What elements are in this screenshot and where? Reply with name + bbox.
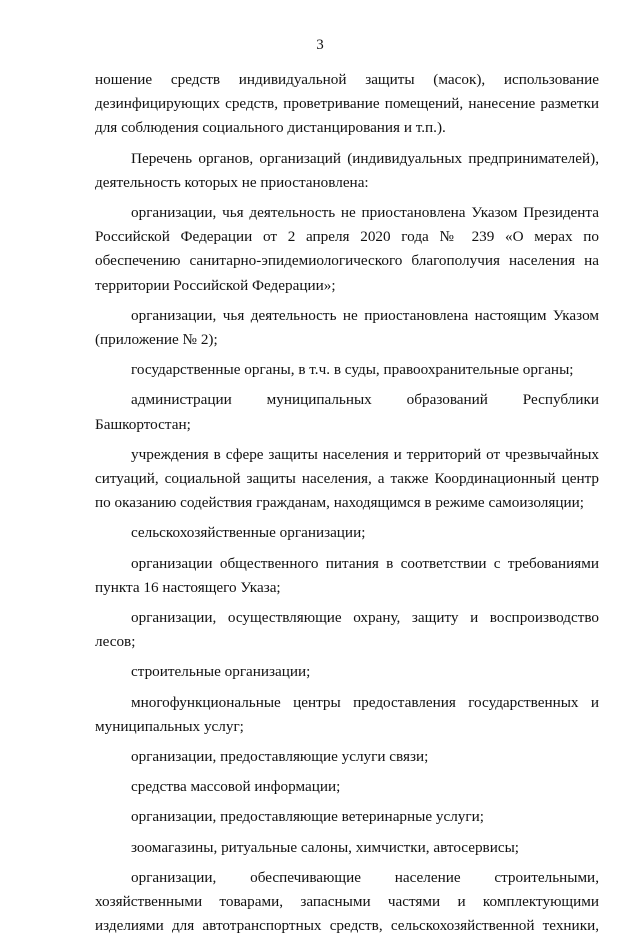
list-item-communication: организации, предоставляющие услуги связи; (131, 748, 429, 766)
paragraph-list-intro: Перечень органов, организаций (индивидуальных предпринимателей), деятельность которых не приостановлена: (95, 149, 599, 191)
list-item-mass-media: средства массовой информации; (131, 778, 341, 796)
list-item-forestry: организации, осуществляющие охрану, защиту и воспроизводство лесов; (95, 609, 599, 651)
list-item-emergency-institutions: учреждения в сфере защиты населения и территорий от чрезвычайных ситуаций, социальной защиты населения, а также Координационный центр по оказанию содействия гражданам, находящимся в режиме самоизоляции; (95, 445, 599, 512)
list-item-construction: строительные организации; (131, 663, 311, 681)
paragraph-masks-continuation: ношение средств индивидуальной защиты (масок), использование дезинфицирующих средств, проветривание помещений, нанесение разметки для соблюдения социального дистанцирования и т.п.). (95, 71, 599, 137)
page-number: 3 (316, 37, 324, 53)
list-item-supply-organizations: организации, обеспечивающие население строительными, хозяйственными товарами, запасными частями и комплектующими изделиями для автотранспортных средств, сельскохозяйственной техники, (95, 868, 599, 935)
list-item-agricultural: сельскохозяйственные организации; (131, 524, 366, 542)
list-item-state-bodies: государственные органы, в т.ч. в суды, правоохранительные органы; (131, 361, 574, 379)
list-item-catering: организации общественного питания в соответствии с требованиями пункта 16 настоящего Указа; (95, 554, 599, 596)
list-item-mfc: многофункциональные центры предоставления государственных и муниципальных услуг; (95, 693, 599, 735)
list-item-pet-stores: зоомагазины, ритуальные салоны, химчистки, автосервисы; (131, 838, 520, 856)
list-item-veterinary: организации, предоставляющие ветеринарные услуги; (131, 808, 484, 826)
list-item-presidential-decree: организации, чья деятельность не приостановлена Указом Президента Российской Федерации от 2 апреля 2020 года № 239 «О мерах по обеспечению санитарно-эпидемиологического благополучия населения на территории Российской Федерации»; (95, 204, 599, 294)
list-item-municipal-administrations: администрации муниципальных образований Республики Башкортостан; (95, 391, 599, 433)
document-body (95, 68, 599, 939)
list-item-appendix-2: организации, чья деятельность не приостановлена настоящим Указом (приложение № 2); (95, 306, 599, 349)
